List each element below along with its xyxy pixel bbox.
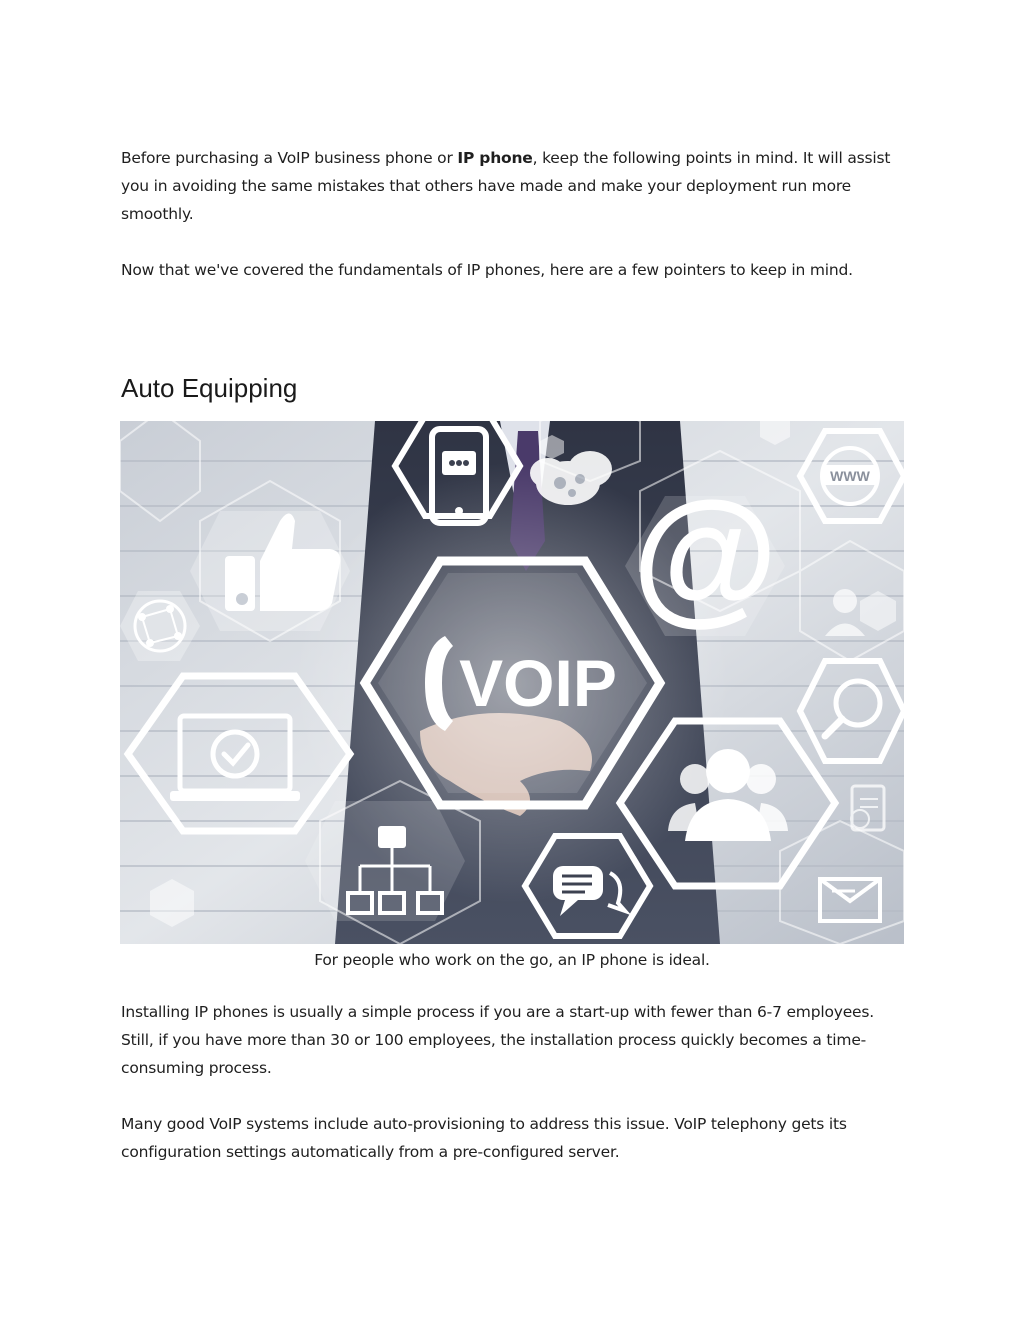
section-heading: Auto Equipping: [121, 373, 298, 403]
voip-label: VOIP: [459, 646, 617, 720]
at-symbol: @: [631, 470, 779, 638]
voip-illustration: [120, 421, 904, 944]
body-paragraph-4: Many good VoIP systems include auto-provisioning to address this issue. VoIP telephony gets its configuration settings automatically from a pre-configured server.: [121, 1115, 847, 1161]
image-caption: For people who work on the go, an IP phone is ideal.: [314, 951, 710, 969]
org-chart-icon: [305, 801, 465, 921]
email-at-icon: [625, 470, 785, 638]
intro-paragraph-2: Now that we've covered the fundamentals of IP phones, here are a few pointers to keep in mind.: [121, 261, 853, 279]
body-paragraph-3: Installing IP phones is usually a simple process if you are a start-up with fewer than 6-7 employees. Still, if you have more than 30 or 100 employees, the installation process quickly becomes a time-consuming process.: [121, 1003, 874, 1077]
intro-text-after: , keep the following points in mind. It will assist you in avoiding the same mistakes that others have made and make your deployment run more smoothly.: [121, 149, 891, 223]
ip-phone-bold-term: IP phone: [457, 149, 533, 167]
intro-paragraph-1: [121, 144, 911, 228]
thumbs-up-icon: [190, 511, 350, 631]
www-label: WWW: [830, 468, 870, 484]
intro-text-before: Before purchasing a VoIP business phone or: [121, 149, 458, 167]
